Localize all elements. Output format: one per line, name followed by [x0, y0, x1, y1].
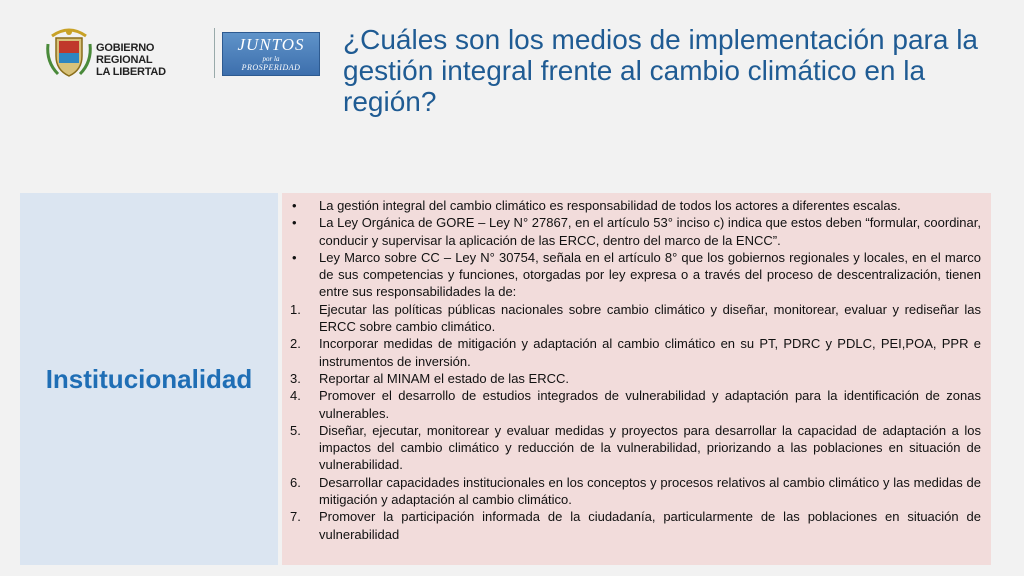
content-table: [20, 193, 991, 565]
header-logos: [44, 22, 334, 82]
numbered-item: [288, 301, 981, 336]
item-text: Ejecutar las políticas públicas nacionales sobre cambio climático y diseñar, monitorear, evaluar y rediseñar las ERCC sobre cambio climático.: [319, 301, 981, 335]
juntos-logo-line2: por la: [262, 55, 280, 63]
numbered-item: [288, 387, 981, 422]
item-number: 5.: [290, 422, 301, 438]
bullet-text: Ley Marco sobre CC – Ley N° 30754, señala en el artículo 8° que los gobiernos regionales y locales, en el marco de sus competencias y funciones, otorgadas por ley expresa o a través del proceso de descentralización, tienen entre sus responsabilidades la de:: [319, 249, 981, 300]
item-text: Reportar al MINAM el estado de las ERCC.: [319, 370, 569, 386]
category-cell: [20, 193, 278, 565]
bullet-icon: •: [292, 215, 297, 231]
description-cell: [282, 193, 991, 565]
item-text: Desarrollar capacidades institucionales en los conceptos y procesos relativos al cambio climático y las medidas de mitigación y adaptación al cambio climático.: [319, 474, 981, 508]
gore-logo-line1: GOBIERNO REGIONAL: [96, 42, 155, 66]
gore-logo-line2: LA LIBERTAD: [96, 66, 166, 78]
category-label: Institucionalidad: [45, 363, 253, 394]
juntos-logo: [222, 32, 320, 76]
item-number: 1.: [290, 301, 301, 317]
item-text: Promover la participación informada de la ciudadanía, particularmente de las poblaciones en situación de vulnerabilidad: [319, 509, 981, 542]
item-number: 4.: [290, 388, 301, 404]
coat-of-arms-icon: [44, 22, 94, 82]
item-text: Promover el desarrollo de estudios integrados de vulnerabilidad y adaptación para la identificación de zonas vulnerables.: [319, 388, 981, 421]
numbered-item: [288, 370, 981, 387]
juntos-logo-line3: PROSPERIDAD: [241, 63, 301, 72]
juntos-logo-line1: JUNTOS: [237, 35, 305, 54]
bullet-item: [288, 214, 981, 249]
item-number: 3.: [290, 370, 301, 386]
numbered-item: [288, 474, 981, 509]
logo-divider: [214, 28, 215, 78]
bullet-text: La gestión integral del cambio climático es responsabilidad de todos los actores a diferentes escalas.: [319, 198, 901, 213]
bullet-item: [288, 197, 981, 214]
bullet-icon: •: [292, 198, 297, 213]
numbered-item: [288, 508, 981, 543]
page-title: ¿Cuáles son los medios de implementación para la gestión integral frente al cambio climático en la región?: [343, 24, 978, 117]
gore-logo-text: [96, 42, 206, 78]
bullet-icon: •: [292, 249, 297, 265]
numbered-item: [288, 335, 981, 370]
item-number: 7.: [290, 509, 301, 525]
item-text: Diseñar, ejecutar, monitorear y evaluar medidas y proyectos para desarrollar la capacidad de adaptación a los impactos del cambio climático y reducción de la vulnerabilidad, priorizando a las poblaciones en situación de vulnerabilidad.: [319, 422, 981, 473]
bullet-item: [288, 249, 981, 301]
numbered-item: [288, 422, 981, 474]
item-number: 2.: [290, 336, 301, 352]
item-text: Incorporar medidas de mitigación y adaptación al cambio climático en su PT, PDRC y PDLC, PEI,POA, PPR e instrumentos de inversión.: [319, 336, 981, 369]
item-number: 6.: [290, 474, 301, 490]
bullet-text: La Ley Orgánica de GORE – Ley N° 27867, en el artículo 53° inciso c) indica que estos deben “formular, coordinar, conducir y supervisar la aplicación de las ERCC, dentro del marco de la ENCC”.: [319, 215, 981, 248]
